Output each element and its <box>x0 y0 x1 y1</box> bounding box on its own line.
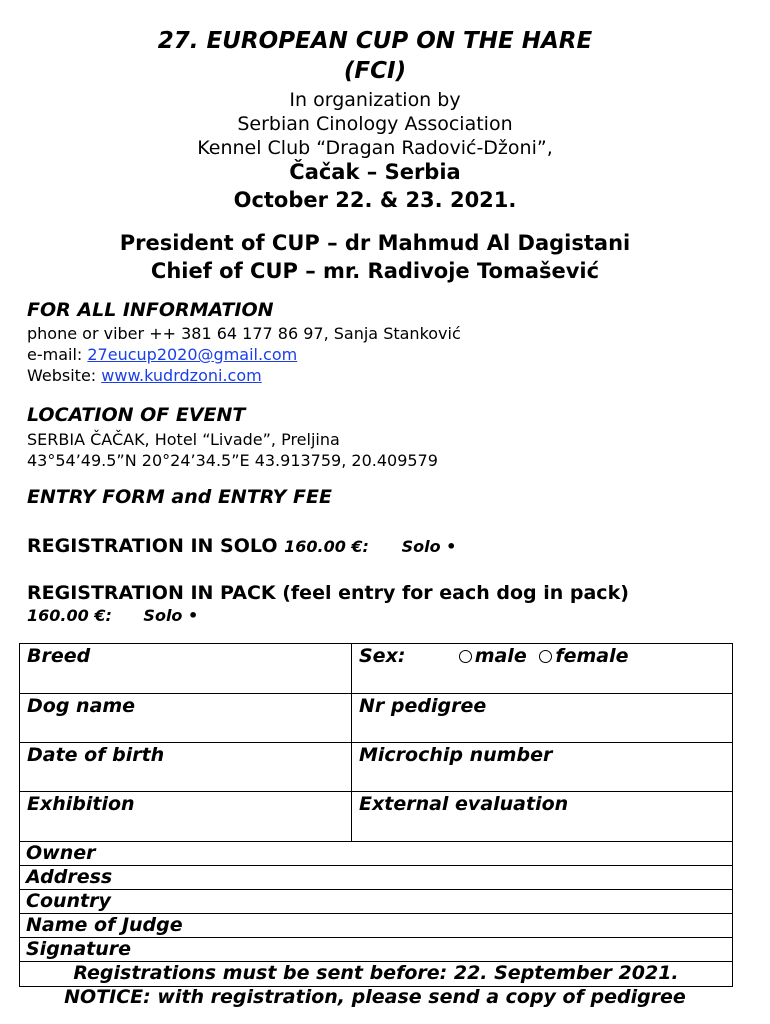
breed-label: Breed <box>27 645 91 667</box>
page-title: 27. EUROPEAN CUP ON THE HARE <box>157 28 593 54</box>
exhibition-label: Exhibition <box>27 793 135 815</box>
location-heading: LOCATION OF EVENT <box>27 404 246 426</box>
pack-option[interactable]: Solo • <box>143 606 199 625</box>
pedigree-notice: NOTICE: with registration, please send a copy of pedigree <box>64 986 686 1008</box>
organization-association: Serbian Cinology Association <box>237 113 513 135</box>
info-phone: phone or viber ++ 381 64 177 86 97, Sanja Stanković <box>27 324 461 343</box>
signature-field[interactable]: Signature <box>20 938 732 962</box>
solo-registration <box>27 535 456 557</box>
form-row-dog-name <box>20 694 732 743</box>
form-row-exhibition <box>20 792 732 842</box>
email-link[interactable]: 27eucup2020@gmail.com <box>87 345 298 364</box>
website-label: Website: <box>27 366 102 385</box>
external-evaluation-field[interactable] <box>352 792 732 841</box>
male-radio-icon[interactable] <box>459 650 472 663</box>
cup-president: President of CUP – dr Mahmud Al Dagistani <box>119 231 631 255</box>
form-row-birth <box>20 743 732 792</box>
entry-heading: ENTRY FORM and ENTRY FEE <box>27 486 332 508</box>
sex-field <box>352 644 732 693</box>
sex-label: Sex: <box>359 645 406 667</box>
owner-field[interactable]: Owner <box>20 842 732 866</box>
address-field[interactable]: Address <box>20 866 732 890</box>
solo-option[interactable]: Solo • <box>401 537 457 556</box>
event-place: Čačak – Serbia <box>289 160 461 184</box>
birth-date-field[interactable] <box>20 743 352 791</box>
location-address: SERBIA ČAČAK, Hotel “Livade”, Preljina <box>27 430 340 449</box>
pack-fee: 160.00 €: <box>27 606 112 625</box>
info-website-line <box>27 366 262 385</box>
cup-chief: Chief of CUP – mr. Radivoje Tomašević <box>150 259 600 283</box>
deadline-text: Registrations must be sent before: 22. September 2021. <box>73 962 679 984</box>
microchip-label: Microchip number <box>359 744 553 766</box>
dog-name-field[interactable] <box>20 694 352 742</box>
female-radio-icon[interactable] <box>539 650 552 663</box>
external-evaluation-label: External evaluation <box>359 793 569 815</box>
female-label: female <box>555 645 629 667</box>
email-label: e-mail: <box>27 345 88 364</box>
solo-label: REGISTRATION IN SOLO <box>27 535 278 557</box>
pack-registration-label: REGISTRATION IN PACK (feel entry for each dog in pack) <box>27 582 629 604</box>
pack-registration-fee-line <box>27 606 198 625</box>
info-email-line <box>27 345 297 364</box>
solo-fee: 160.00 €: <box>284 537 369 556</box>
breed-field[interactable] <box>20 644 352 693</box>
pedigree-label: Nr pedigree <box>359 695 487 717</box>
dog-name-label: Dog name <box>27 695 136 717</box>
country-field[interactable]: Country <box>20 890 732 914</box>
microchip-field[interactable] <box>352 743 732 791</box>
male-label: male <box>474 645 527 667</box>
website-link[interactable]: www.kudrdzoni.com <box>101 366 262 385</box>
pedigree-field[interactable] <box>352 694 732 742</box>
judge-field[interactable]: Name of Judge <box>20 914 732 938</box>
info-heading: FOR ALL INFORMATION <box>27 299 274 321</box>
birth-date-label: Date of birth <box>27 744 165 766</box>
exhibition-field[interactable] <box>20 792 352 841</box>
event-dates: October 22. & 23. 2021. <box>233 188 517 212</box>
organization-intro: In organization by <box>289 89 461 111</box>
location-coordinates: 43°54’49.5”N 20°24’34.5”E 43.913759, 20.409579 <box>27 451 438 470</box>
entry-form-table <box>19 643 733 987</box>
page-subtitle: (FCI) <box>343 58 407 84</box>
organization-club: Kennel Club “Dragan Radović-Džoni”, <box>197 137 553 159</box>
form-row-breed <box>20 644 732 694</box>
